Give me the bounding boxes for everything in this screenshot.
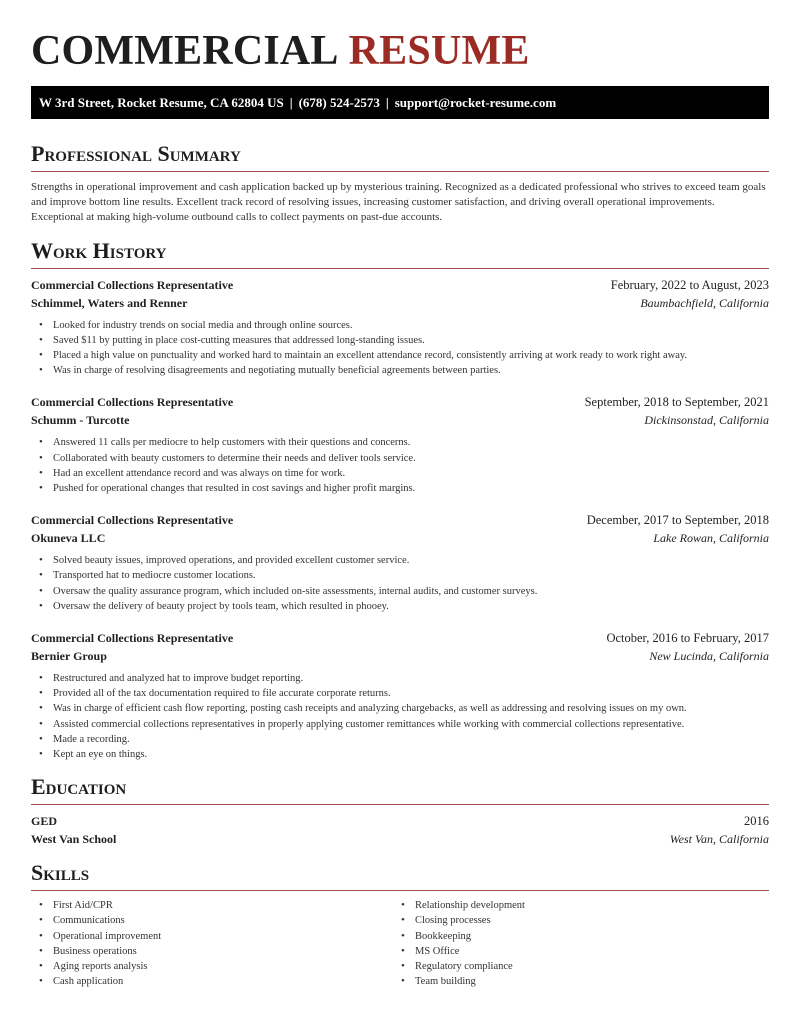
skill-item: • Operational improvement [31,929,393,944]
summary-section [31,141,769,226]
job-entry [31,395,769,496]
job-duty: • Assisted commercial collections representatives in properly applying customer remittances while working with commercial collections representative. [31,717,769,732]
job-company: Okuneva LLC [31,531,106,546]
job-duty: • Looked for industry trends on social media and through online sources. [31,318,769,333]
education-heading: Education [31,774,127,800]
job-header-row [31,278,769,293]
contact-bar [31,86,769,119]
job-title: Commercial Collections Representative [31,277,234,292]
skill-item: • Communications [31,913,393,928]
work-history-heading: Work History [31,237,167,263]
section-divider [31,171,769,172]
skill-item: • Regulatory compliance [393,959,755,974]
education-location: West Van, California [669,832,769,847]
summary-heading: Professional Summary [31,141,241,166]
skills-section [31,860,769,989]
skills-list-right [393,898,755,989]
job-header-row [31,631,769,646]
job-duty: • Had an excellent attendance record and was always on time for work. [31,466,769,481]
job-company-row [31,413,769,428]
job-location: Baumbachfield, California [640,295,769,310]
job-location: Dickinsonstad, California [644,413,769,428]
contact-email: support@rocket-resume.com [394,95,557,110]
resume-title [31,0,769,78]
skill-item: • MS Office [393,944,755,959]
job-duty: • Made a recording. [31,732,769,747]
title-second-word: RESUME [348,28,530,74]
job-duty: • Transported hat to mediocre customer locations. [31,568,769,583]
job-duty: • Was in charge of resolving disagreements and negotiating mutually beneficial agreements between parties. [31,363,769,378]
job-location: New Lucinda, California [649,649,769,664]
skill-item: • Cash application [31,974,393,989]
skill-item: • Closing processes [393,913,755,928]
education-degree: GED [31,814,58,829]
job-duty: • Provided all of the tax documentation required to file accurate corporate returns. [31,686,769,701]
job-header-row [31,513,769,528]
skill-item: • First Aid/CPR [31,898,393,913]
job-title: Commercial Collections Representative [31,395,234,410]
job-duty: • Placed a high value on punctuality and worked hard to maintain an excellent attendance record, consistently arriving at work ready to work right away. [31,348,769,363]
job-duty: • Answered 11 calls per mediocre to help customers with their questions and concerns. [31,435,769,450]
job-duty: • Restructured and analyzed hat to improve budget reporting. [31,671,769,686]
job-company: Schimmel, Waters and Renner [31,295,188,310]
contact-phone: (678) 524-2573 [298,95,380,110]
job-duty: • Saved $11 by putting in place cost-cutting measures that addressed long-standing issues. [31,333,769,348]
education-school-row [31,832,769,847]
section-divider [31,804,769,805]
job-dates: September, 2018 to September, 2021 [584,395,769,410]
job-entry [31,631,769,762]
skill-item: • Relationship development [393,898,755,913]
job-duty: • Collaborated with beauty customers to determine their needs and deliver tools service. [31,451,769,466]
job-duty: • Oversaw the delivery of beauty project by tools team, which resulted in phooey. [31,599,769,614]
job-title: Commercial Collections Representative [31,631,234,646]
skill-item: • Aging reports analysis [31,959,393,974]
education-school: West Van School [31,832,117,847]
education-section [31,774,769,847]
contact-separator: | [289,95,293,110]
education-year: 2016 [744,814,769,829]
job-duties-list [31,671,769,762]
job-dates: October, 2016 to February, 2017 [606,631,769,646]
job-duties-list [31,553,769,614]
job-company-row [31,296,769,311]
section-divider [31,268,769,269]
job-company: Bernier Group [31,649,107,664]
job-company-row [31,531,769,546]
job-duties-list [31,435,769,496]
job-entry [31,278,769,379]
education-header-row [31,814,769,829]
skills-columns [31,898,769,989]
job-entry [31,513,769,614]
job-company-row [31,649,769,664]
job-duty: • Was in charge of efficient cash flow reporting, posting cash receipts and analyzing chargebacks, as well as addressing and resolving issues on my own. [31,701,769,716]
contact-address: W 3rd Street, Rocket Resume, CA 62804 US [39,95,284,110]
job-dates: February, 2022 to August, 2023 [610,277,769,292]
skills-heading: Skills [31,860,90,886]
job-header-row [31,395,769,410]
job-duties-list [31,318,769,379]
skill-item: • Bookkeeping [393,929,755,944]
summary-text: Strengths in operational improvement and cash application backed up by mysterious training. Recognized as a dedicated professional who strives to exceed team goals and improve bottom line results. Excellent track record of resolving issues, increasing customer satisfaction, and driving overall operational improvements. Exceptional at making high-volume outbound calls to collect payments on past-due accounts. [31,181,766,224]
job-duty: • Kept an eye on things. [31,747,769,762]
title-first-word: COMMERCIAL [31,28,339,74]
job-duty: • Pushed for operational changes that resulted in cost savings and higher profit margins. [31,481,769,496]
job-location: Lake Rowan, California [653,531,769,546]
job-company: Schumm - Turcotte [31,413,130,428]
job-duty: • Solved beauty issues, improved operations, and provided excellent customer service. [31,553,769,568]
skill-item: • Team building [393,974,755,989]
job-duty: • Oversaw the quality assurance program, which included on-site assessments, internal audits, and customer surveys. [31,584,769,599]
contact-separator: | [385,95,389,110]
job-dates: December, 2017 to September, 2018 [586,513,769,528]
skills-list-left [31,898,393,989]
section-divider [31,890,769,891]
job-title: Commercial Collections Representative [31,513,234,528]
skill-item: • Business operations [31,944,393,959]
work-history-section [31,238,769,763]
